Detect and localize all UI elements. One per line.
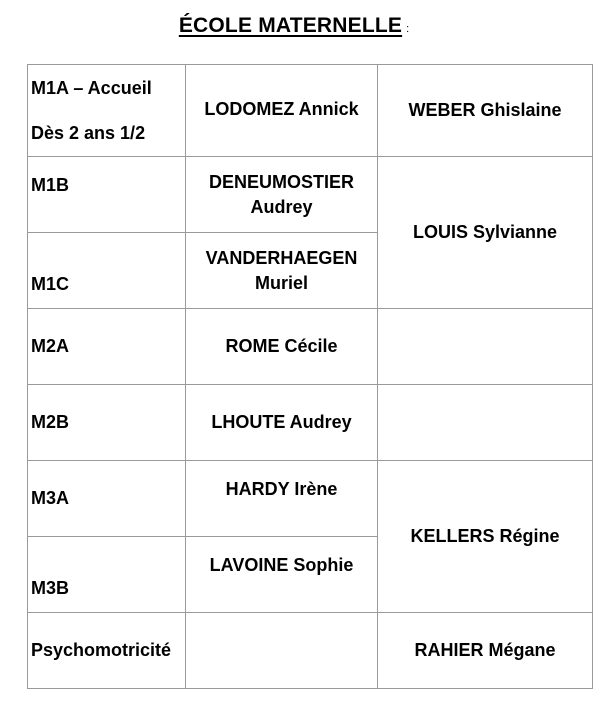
assistant-cell	[378, 385, 593, 461]
class-cell	[28, 309, 186, 385]
assistant-name: LOUIS Sylvianne	[412, 222, 558, 242]
assistant-name: KELLERS Régine	[410, 526, 560, 546]
teacher-firstname: Audrey	[250, 196, 313, 217]
class-cell	[28, 461, 186, 537]
class-name: M3B	[31, 578, 70, 598]
class-cell	[28, 537, 186, 613]
table-row	[28, 385, 593, 461]
teacher-cell	[186, 385, 378, 461]
page-header	[0, 14, 610, 38]
title-colon: :	[406, 23, 410, 35]
teacher-name: LODOMEZ Annick	[204, 99, 359, 119]
class-name: M2A	[31, 336, 70, 356]
class-cell	[28, 157, 186, 233]
assistant-cell	[378, 461, 593, 613]
table-row	[28, 157, 593, 233]
teacher-surname: DENEUMOSTIER	[208, 171, 354, 192]
teacher-name: ROME Cécile	[225, 336, 338, 356]
teacher-cell	[186, 233, 378, 309]
teacher-cell	[186, 537, 378, 613]
table-row	[28, 65, 593, 157]
teacher-name: HARDY Irène	[225, 479, 338, 499]
teacher-name: LAVOINE Sophie	[209, 555, 354, 575]
class-cell	[28, 65, 186, 157]
class-name: M2B	[31, 412, 70, 432]
table-row	[28, 309, 593, 385]
class-name: M1C	[31, 274, 70, 294]
table-row	[28, 613, 593, 689]
teacher-cell	[186, 613, 378, 689]
class-name: M3A	[31, 488, 70, 508]
class-cell	[28, 613, 186, 689]
teacher-surname: VANDERHAEGEN	[205, 247, 358, 268]
assistant-cell	[378, 65, 593, 157]
teacher-firstname: Muriel	[254, 272, 308, 293]
teacher-cell	[186, 309, 378, 385]
assistant-cell	[378, 157, 593, 309]
assistant-name: RAHIER Mégane	[414, 640, 556, 660]
class-name: M1B	[31, 175, 70, 195]
teacher-cell	[186, 461, 378, 537]
class-cell	[28, 233, 186, 309]
teacher-cell	[186, 157, 378, 233]
teacher-name: LHOUTE Audrey	[211, 412, 352, 432]
page-title: ÉCOLE MATERNELLE	[178, 14, 403, 37]
class-name: Psychomotricité	[31, 640, 172, 660]
teacher-cell	[186, 65, 378, 157]
class-assignment-table	[27, 64, 593, 689]
assistant-cell	[378, 309, 593, 385]
assistant-name: WEBER Ghislaine	[408, 100, 562, 120]
class-cell	[28, 385, 186, 461]
class-name: M1A – Accueil	[31, 77, 152, 98]
table-row	[28, 461, 593, 537]
class-age-note: Dès 2 ans 1/2	[31, 122, 146, 143]
assistant-cell	[378, 613, 593, 689]
